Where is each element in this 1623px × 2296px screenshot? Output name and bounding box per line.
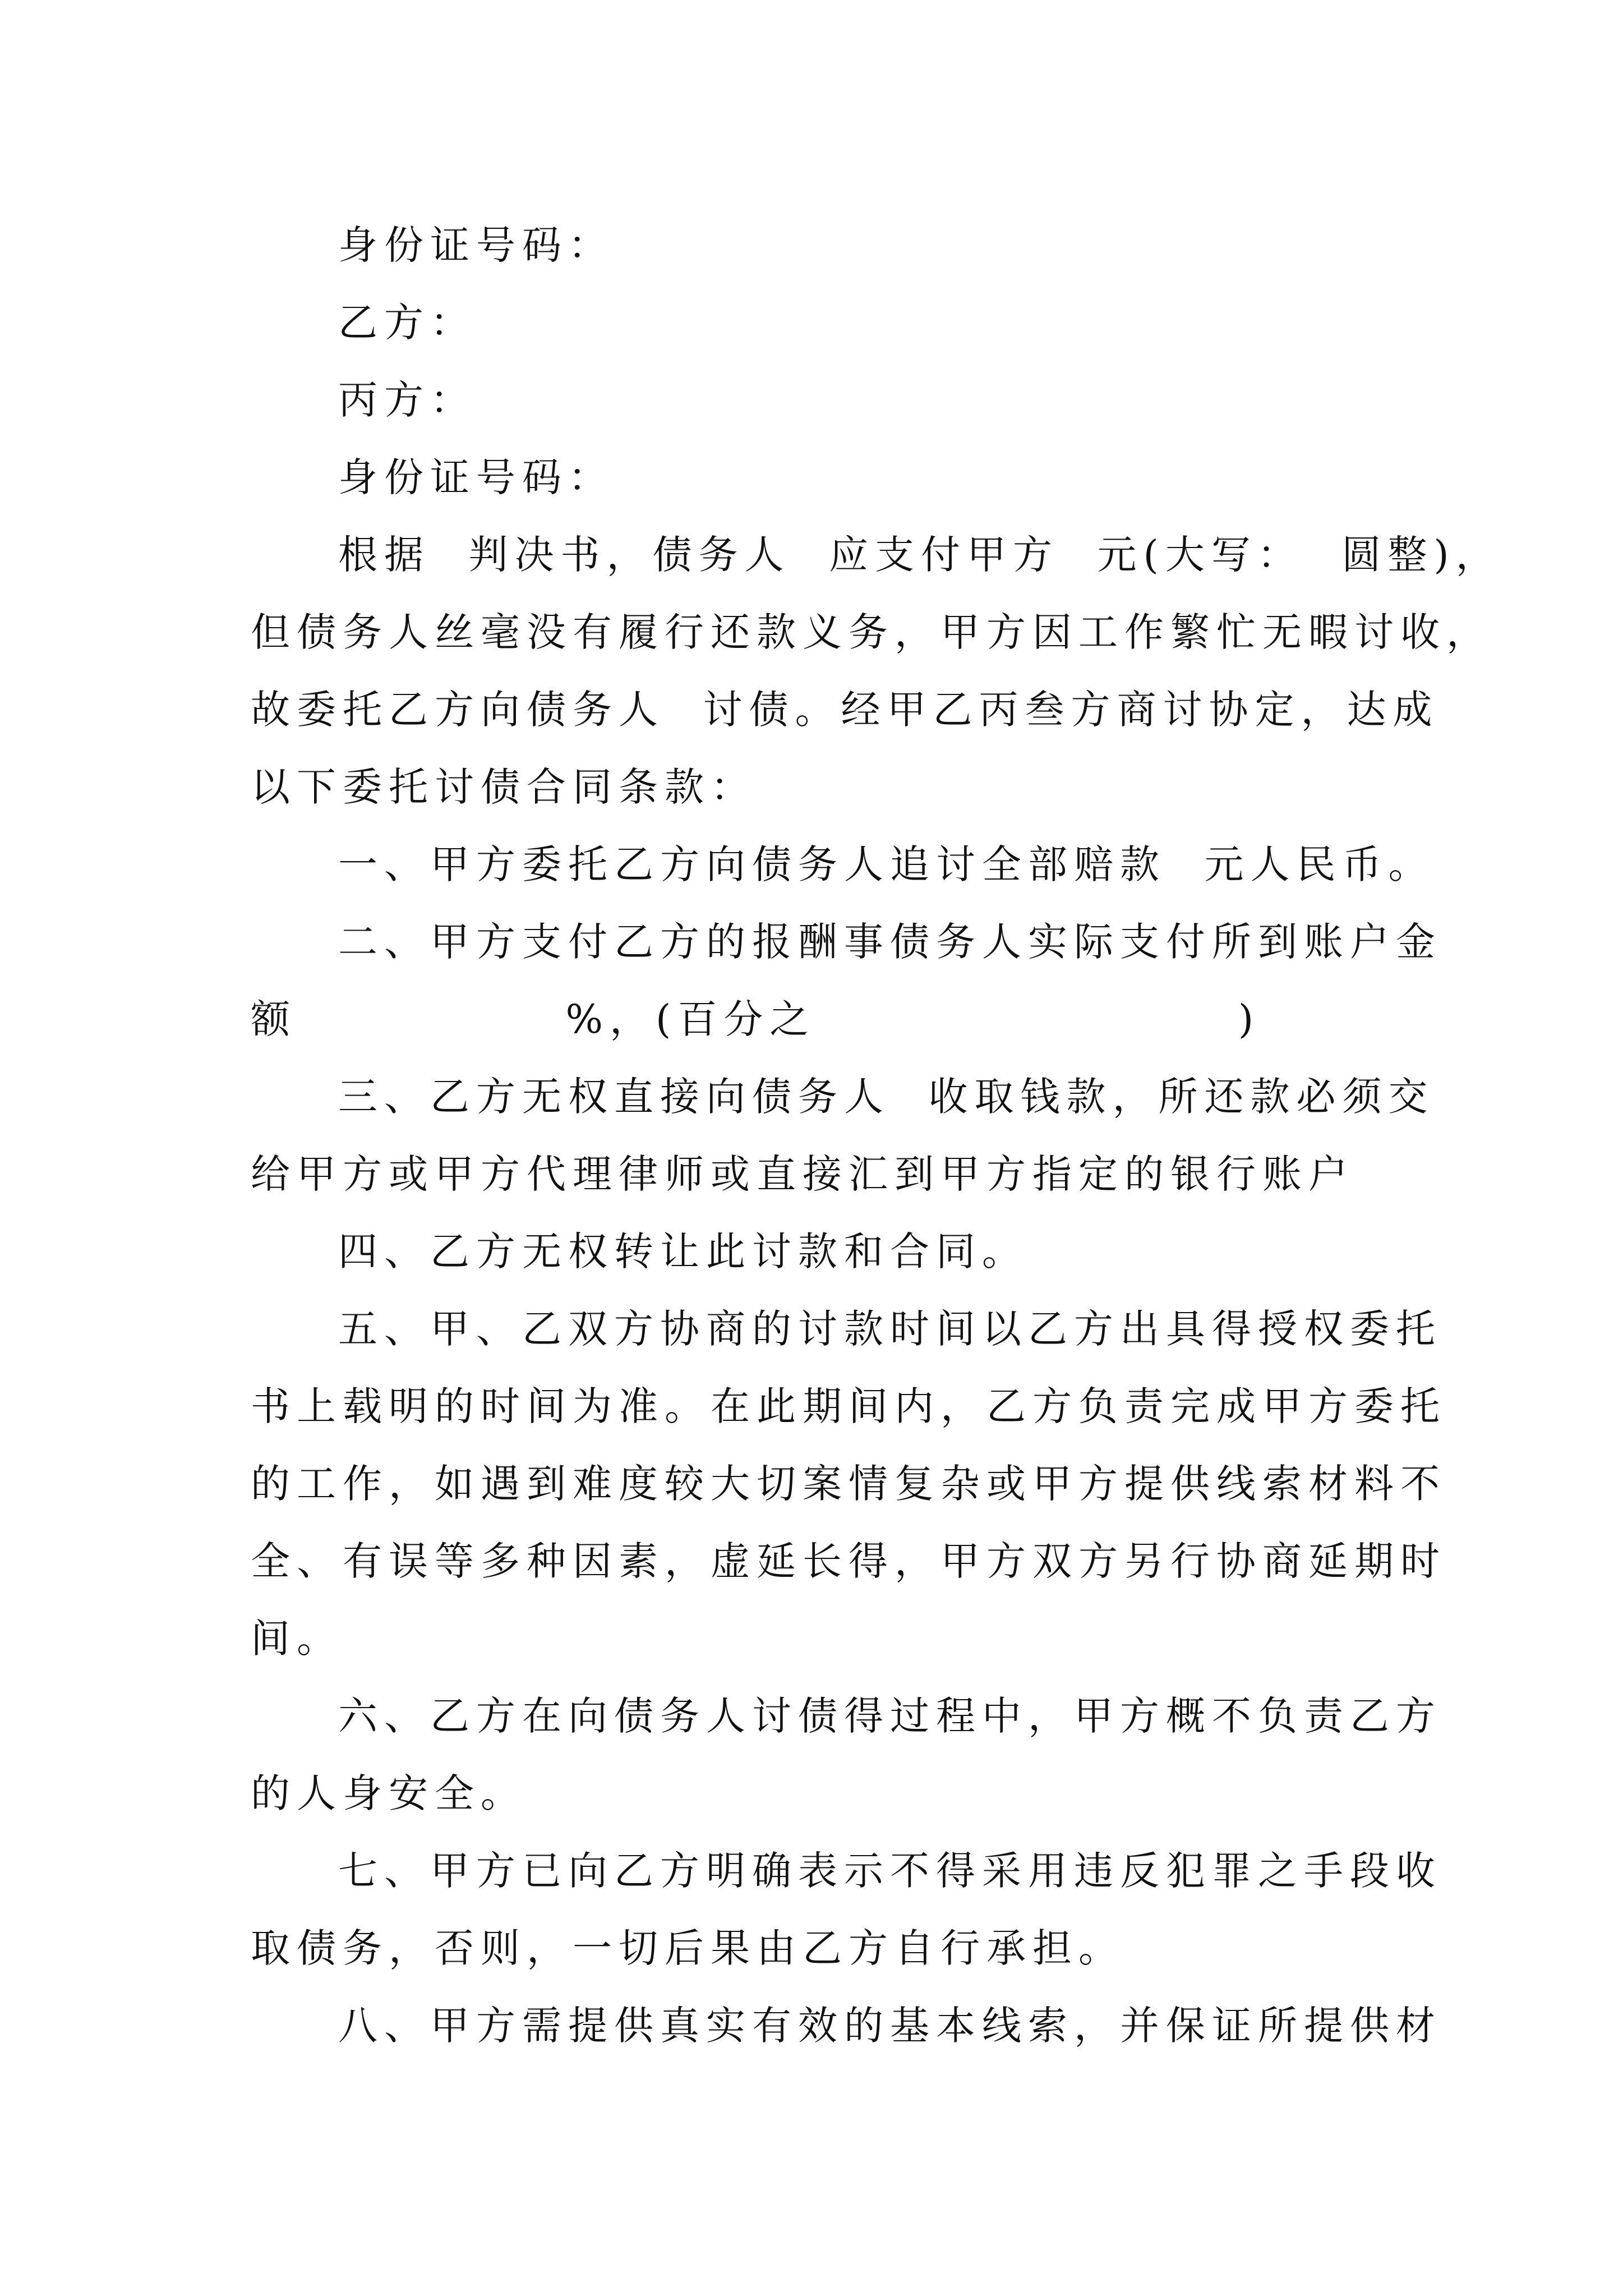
preamble-line-3: 故委托乙方向债务人 讨债。经甲乙丙叁方商讨协定，达成 xyxy=(251,687,1439,733)
preamble-line-2: 但债务人丝毫没有履行还款义务，甲方因工作繁忙无暇讨收， xyxy=(251,609,1492,655)
clause-2-line-2: 额 %，(百分之 ) xyxy=(251,996,1261,1042)
document-body xyxy=(251,206,1502,2064)
clause-6-line-1: 六、乙方在向债务人讨债得过程中，甲方概不负责乙方 xyxy=(338,1693,1442,1739)
clause-1: 一、甲方委托乙方向债务人追讨全部赔款 元人民币。 xyxy=(338,841,1435,887)
clause-5-line-4: 全、有误等多种因素，虚延长得，甲方双方另行协商延期时 xyxy=(251,1538,1446,1584)
id-number-line-2: 身份证号码： xyxy=(338,454,614,500)
clause-6-line-2: 的人身安全。 xyxy=(251,1770,527,1816)
clause-3-line-1: 三、乙方无权直接向债务人 收取钱款，所还款必须交 xyxy=(338,1074,1435,1120)
clause-7-line-1: 七、甲方已向乙方明确表示不得采用违反犯罪之手段收 xyxy=(338,1848,1442,1894)
clause-8-line-1: 八、甲方需提供真实有效的基本线索，并保证所提供材 xyxy=(338,2003,1442,2049)
clause-3-line-2: 给甲方或甲方代理律师或直接汇到甲方指定的银行账户 xyxy=(251,1151,1354,1197)
clause-5-line-1: 五、甲、乙双方协商的讨款时间以乙方出具得授权委托 xyxy=(338,1306,1442,1352)
clause-5-line-3: 的工作，如遇到难度较大切案情复杂或甲方提供线索材料不 xyxy=(251,1461,1446,1507)
party-c-line: 丙方： xyxy=(338,377,476,423)
preamble-line-4: 以下委托讨债合同条款： xyxy=(251,764,757,810)
id-number-line-1: 身份证号码： xyxy=(338,222,614,268)
clause-7-line-2: 取债务，否则，一切后果由乙方自行承担。 xyxy=(251,1925,1124,1971)
party-b-line: 乙方： xyxy=(338,300,476,346)
clause-5-line-5: 间。 xyxy=(251,1616,343,1662)
preamble-line-1: 根据 判决书，债务人 应支付甲方 元(大写： 圆整)， xyxy=(338,532,1502,578)
clause-2-line-1: 二、甲方支付乙方的报酬事债务人实际支付所到账户金 xyxy=(338,919,1442,965)
clause-4: 四、乙方无权转让此讨款和合同。 xyxy=(338,1228,1028,1274)
clause-5-line-2: 书上载明的时间为准。在此期间内，乙方负责完成甲方委托 xyxy=(251,1383,1446,1429)
